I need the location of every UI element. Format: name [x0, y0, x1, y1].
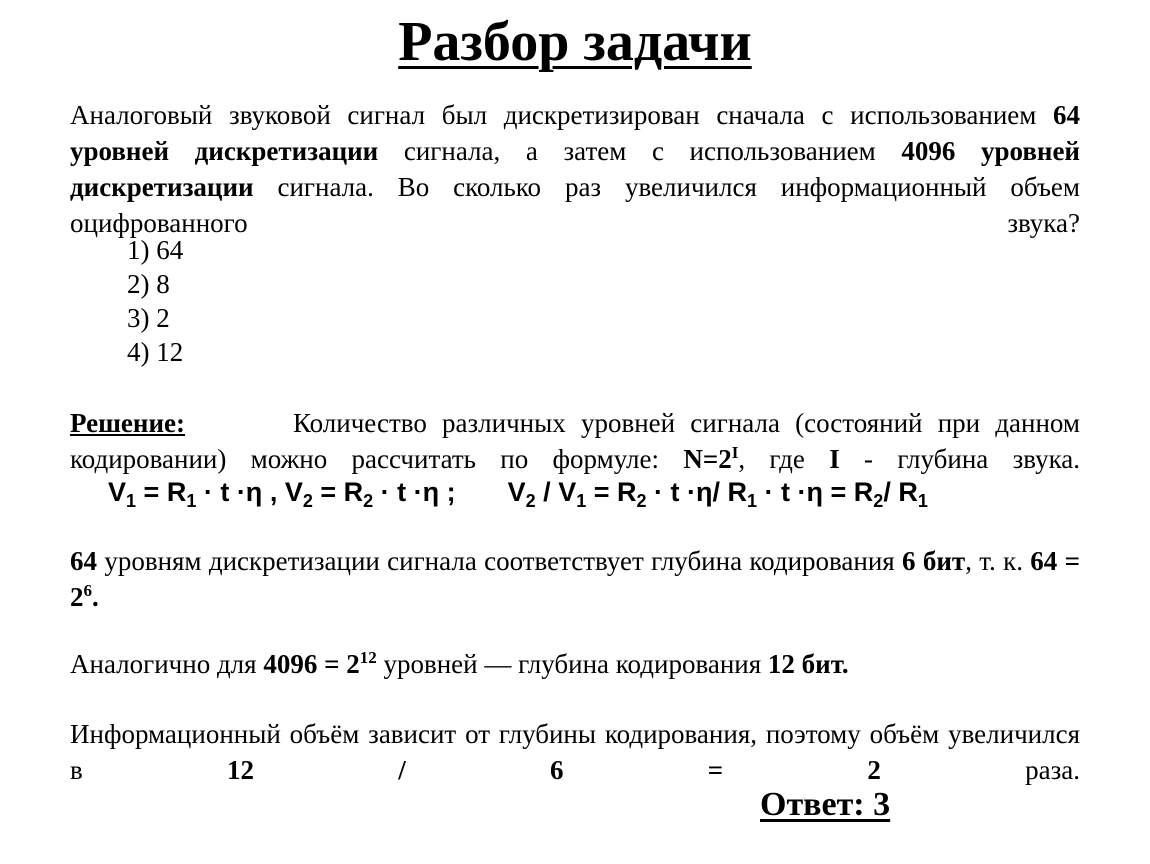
paragraph-conclusion: Информационный объём зависит от глубины кодирования, поэтому объём увеличился в 12 / 6 = 2 раза. [70, 719, 1081, 785]
option-1: 1) 64 [127, 235, 184, 265]
paragraph-64-levels: 64 уровням дискретизации сигнала соответствует глубина кодирования 6 бит, т. к. $64 = 2^6$. [70, 546, 1080, 612]
option-3: 3) 2 [127, 303, 170, 333]
problem-text-2: сигнала, а затем с использованием [378, 136, 902, 166]
solution-i: I [829, 444, 840, 474]
formula-n: $N=2^I$ [683, 443, 739, 474]
answer-options [127, 233, 183, 369]
equation-4096: $4096 = 2^{12}$ [263, 648, 377, 679]
solution-label: Решение: [70, 408, 185, 438]
page-title: Разбор задачи [398, 11, 752, 73]
answer-label: Ответ: 3 [760, 786, 891, 823]
problem-bold-4096-levels: 4096 уровней дискретизации [70, 136, 1080, 202]
solution-text-2: , где [738, 444, 830, 474]
paragraph-4096-levels: Аналогично для $4096 = 2^{12}$ уровней — глубина кодирования 12 бит. [70, 648, 849, 679]
problem-text-1: Аналоговый звуковой сигнал был дискретизирован сначала с использованием [70, 100, 1053, 130]
volume-formula: $V_1 = R_1 \cdot t \cdot\eta$ , $V_2 = R_2 \cdot t \cdot\eta$ ; $V_2 / V_1 = R_2 \cdot t \cdot\eta/$ $R_1 \cdot t \cdot\eta = R_2/$ $R_1$ [108, 477, 928, 511]
problem-bold-64-levels: 64 уровней дискретизации [70, 100, 1080, 166]
equation-64: $64 = 2^6$. [70, 546, 1080, 612]
option-4: 4) 12 [127, 337, 184, 367]
problem-text-3: сигнала. Во сколько раз увеличился информационный объем оцифрованного звука? [70, 172, 1080, 238]
solution-text-1: Количество различных уровней сигнала (состояний при данном кодировании) можно рассчитать по формуле: [70, 408, 1080, 474]
solution-intro [70, 405, 1080, 477]
problem-statement [70, 97, 1080, 241]
option-2: 2) 8 [127, 269, 170, 299]
solution-text-3: - глубина звука. [839, 444, 1081, 474]
